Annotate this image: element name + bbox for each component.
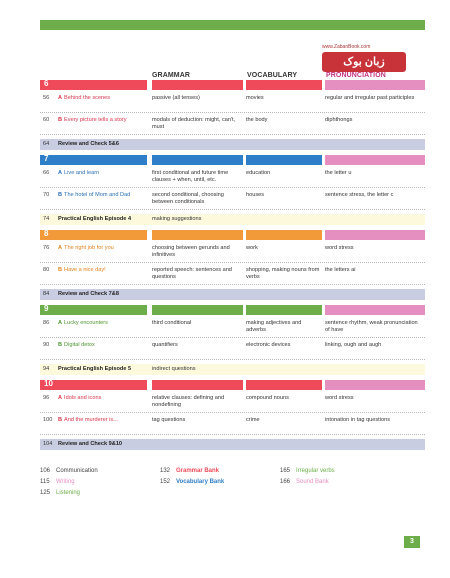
lesson-row[interactable]	[40, 117, 425, 137]
lesson-name: Digital detox	[64, 342, 95, 348]
appendix-item[interactable]: 165 Irregular verbs	[280, 468, 335, 474]
unit-bar-segment	[40, 155, 147, 165]
lesson-letter: A	[58, 245, 63, 251]
lesson-name: Live and learn	[64, 170, 100, 176]
lesson-letter: B	[58, 342, 63, 348]
column-header-vocabulary: VOCABULARY	[247, 72, 298, 79]
unit-bar-segment	[325, 155, 425, 165]
lesson-row[interactable]	[40, 417, 425, 437]
row-divider	[40, 112, 425, 113]
unit-bar-segment	[152, 155, 243, 165]
unit-bar-segment	[246, 155, 322, 165]
unit-number: 10	[44, 379, 53, 388]
row-divider	[40, 337, 425, 338]
lesson-name: Have a nice day!	[64, 267, 106, 273]
vocabulary-cell: electronic devices	[246, 342, 291, 348]
unit-header-bar	[40, 155, 425, 165]
review-page: 104	[43, 441, 53, 447]
lesson-letter: A	[58, 395, 63, 401]
lesson-page: 100	[43, 417, 53, 423]
lesson-name: And the murderer is...	[64, 417, 118, 423]
row-divider	[40, 434, 425, 435]
appendix-item[interactable]: 132 Grammar Bank	[160, 468, 220, 474]
lesson-page: 70	[43, 192, 50, 198]
logo-brand: زبان بوک	[322, 52, 406, 72]
row-divider	[40, 262, 425, 263]
appendix-col-2	[160, 466, 224, 488]
vocabulary-cell: crime	[246, 417, 260, 423]
grammar-cell: relative clauses: defining and nondefining	[152, 395, 225, 408]
row-divider	[40, 187, 425, 188]
lesson-letter: B	[58, 117, 63, 123]
grammar-cell: second conditional, choosing between conditionals	[152, 192, 224, 205]
lesson-row[interactable]	[40, 192, 425, 212]
unit-header-bar	[40, 230, 425, 240]
lesson-name: Behind the scenes	[64, 95, 111, 101]
lesson-title[interactable]	[58, 192, 150, 199]
unit-bar-segment	[152, 305, 243, 315]
row-divider	[40, 209, 425, 210]
grammar-cell: modals of deduction: might, can't, must	[152, 117, 236, 130]
unit-bar-segment	[325, 230, 425, 240]
lesson-letter: B	[58, 267, 63, 273]
unit-number: 9	[44, 304, 49, 313]
lesson-letter: B	[58, 417, 63, 423]
unit-header-bar	[40, 380, 425, 390]
lesson-row[interactable]	[40, 95, 425, 115]
lesson-page: 56	[43, 95, 50, 101]
unit-header-bar	[40, 305, 425, 315]
unit-bar-segment	[40, 230, 147, 240]
practical-english-row[interactable]	[40, 214, 425, 225]
vocabulary-cell: houses	[246, 192, 265, 198]
pronunciation-cell: sentence rhythm, weak pronunciation of have	[325, 320, 418, 333]
lesson-name: Lucky encounters	[64, 320, 108, 326]
unit-number: 8	[44, 229, 49, 238]
lesson-letter: A	[58, 95, 63, 101]
practical-page: 94	[43, 366, 50, 372]
lesson-page: 60	[43, 117, 50, 123]
page-number: 3	[404, 536, 420, 548]
pronunciation-cell: regular and irregular past participles	[325, 95, 415, 101]
lesson-page: 86	[43, 320, 50, 326]
lesson-title[interactable]	[58, 95, 150, 102]
lesson-letter: B	[58, 192, 63, 198]
unit-bar-segment	[246, 305, 322, 315]
practical-grammar: making suggestions	[152, 216, 202, 222]
lesson-name: The hotel of Mom and Dad	[64, 192, 131, 198]
appendix-col-3	[280, 466, 335, 488]
lesson-title[interactable]	[58, 170, 150, 177]
unit-header-bar	[40, 80, 425, 90]
unit-bar-segment	[40, 380, 147, 390]
unit-bar-segment	[40, 305, 147, 315]
vocabulary-cell: the body	[246, 117, 268, 123]
vocabulary-cell: compound nouns	[246, 395, 289, 401]
unit-bar-segment	[152, 230, 243, 240]
appendix-item[interactable]: 166 Sound Bank	[280, 479, 329, 485]
unit-bar-segment	[325, 305, 425, 315]
vocabulary-cell: movies	[246, 95, 264, 101]
lesson-name: The right job for you	[64, 245, 114, 251]
lesson-page: 96	[43, 395, 50, 401]
lesson-row[interactable]	[40, 245, 425, 265]
row-divider	[40, 412, 425, 413]
grammar-cell: third conditional	[152, 320, 192, 326]
row-divider	[40, 134, 425, 135]
grammar-cell: quantifiers	[152, 342, 178, 348]
row-divider	[40, 284, 425, 285]
vocabulary-cell: work	[246, 245, 258, 251]
pronunciation-cell: diphthongs	[325, 117, 353, 123]
lesson-row[interactable]	[40, 170, 425, 190]
unit-bar-segment	[325, 80, 425, 90]
unit-bar-segment	[325, 380, 425, 390]
practical-grammar: indirect questions	[152, 366, 196, 372]
unit-bar-segment	[152, 380, 243, 390]
top-color-band	[40, 20, 425, 30]
unit-bar-segment	[246, 80, 322, 90]
lesson-row[interactable]	[40, 267, 425, 287]
appendix-col-1	[40, 466, 98, 499]
grammar-cell: reported speech: sentences and questions	[152, 267, 232, 280]
grammar-cell: tag questions	[152, 417, 186, 423]
review-label: Review and Check 9&10	[58, 441, 123, 447]
lesson-letter: A	[58, 320, 63, 326]
lesson-title[interactable]	[58, 395, 150, 402]
pronunciation-cell: word stress	[325, 395, 354, 401]
appendix-item[interactable]: 106 Communication	[40, 468, 98, 474]
review-page: 64	[43, 141, 50, 147]
lesson-row[interactable]	[40, 342, 425, 362]
lesson-title[interactable]	[58, 267, 150, 274]
practical-page: 74	[43, 216, 50, 222]
grammar-cell: first conditional and future time clauses + when, until, etc.	[152, 170, 229, 183]
pronunciation-cell: intonation in tag questions	[325, 417, 390, 423]
row-divider	[40, 359, 425, 360]
practical-english-row[interactable]	[40, 364, 425, 375]
logo-url: www.ZabanBook.com	[322, 44, 371, 50]
review-row[interactable]	[40, 439, 425, 450]
review-page: 84	[43, 291, 50, 297]
unit-bar-segment	[246, 230, 322, 240]
pronunciation-cell: the letters ai	[325, 267, 356, 273]
practical-label: Practical English Episode 5	[58, 366, 132, 372]
review-label: Review and Check 7&8	[58, 291, 119, 297]
grammar-cell: choosing between gerunds and infinitives	[152, 245, 230, 258]
column-header-pronunciation: PRONUNCIATION	[326, 72, 386, 79]
unit-bar-segment	[40, 80, 147, 90]
lesson-title[interactable]	[58, 342, 150, 349]
lesson-letter: A	[58, 170, 63, 176]
review-row[interactable]	[40, 289, 425, 300]
lesson-title[interactable]	[58, 117, 150, 124]
lesson-name: Idols and icons	[64, 395, 102, 401]
review-label: Review and Check 5&6	[58, 141, 119, 147]
pronunciation-cell: the letter u	[325, 170, 352, 176]
lesson-row[interactable]	[40, 395, 425, 415]
lesson-title[interactable]	[58, 245, 150, 252]
appendix-item[interactable]: 152 Vocabulary Bank	[160, 479, 225, 485]
vocabulary-cell: shopping, making nouns from verbs	[246, 267, 320, 280]
column-header-grammar: GRAMMAR	[152, 72, 191, 79]
lesson-title[interactable]	[58, 320, 150, 327]
lesson-row[interactable]	[40, 320, 425, 340]
lesson-page: 76	[43, 245, 50, 251]
appendix-item[interactable]: 125 Listening	[40, 490, 81, 496]
unit-number: 6	[44, 79, 49, 88]
practical-label: Practical English Episode 4	[58, 216, 132, 222]
publisher-logo	[322, 44, 406, 74]
vocabulary-cell: education	[246, 170, 271, 176]
vocabulary-cell: making adjectives and adverbs	[246, 320, 302, 333]
appendix-item[interactable]: 115 Writing	[40, 479, 75, 485]
unit-number: 7	[44, 154, 49, 163]
pronunciation-cell: sentence stress, the letter c	[325, 192, 394, 198]
lesson-title[interactable]	[58, 417, 150, 424]
pronunciation-cell: linking, ough and augh	[325, 342, 382, 348]
lesson-page: 66	[43, 170, 50, 176]
lesson-page: 80	[43, 267, 50, 273]
review-row[interactable]	[40, 139, 425, 150]
grammar-cell: passive (all tenses)	[152, 95, 200, 101]
unit-bar-segment	[246, 380, 322, 390]
lesson-page: 90	[43, 342, 50, 348]
pronunciation-cell: word stress	[325, 245, 354, 251]
lesson-name: Every picture tells a story	[64, 117, 127, 123]
unit-bar-segment	[152, 80, 243, 90]
